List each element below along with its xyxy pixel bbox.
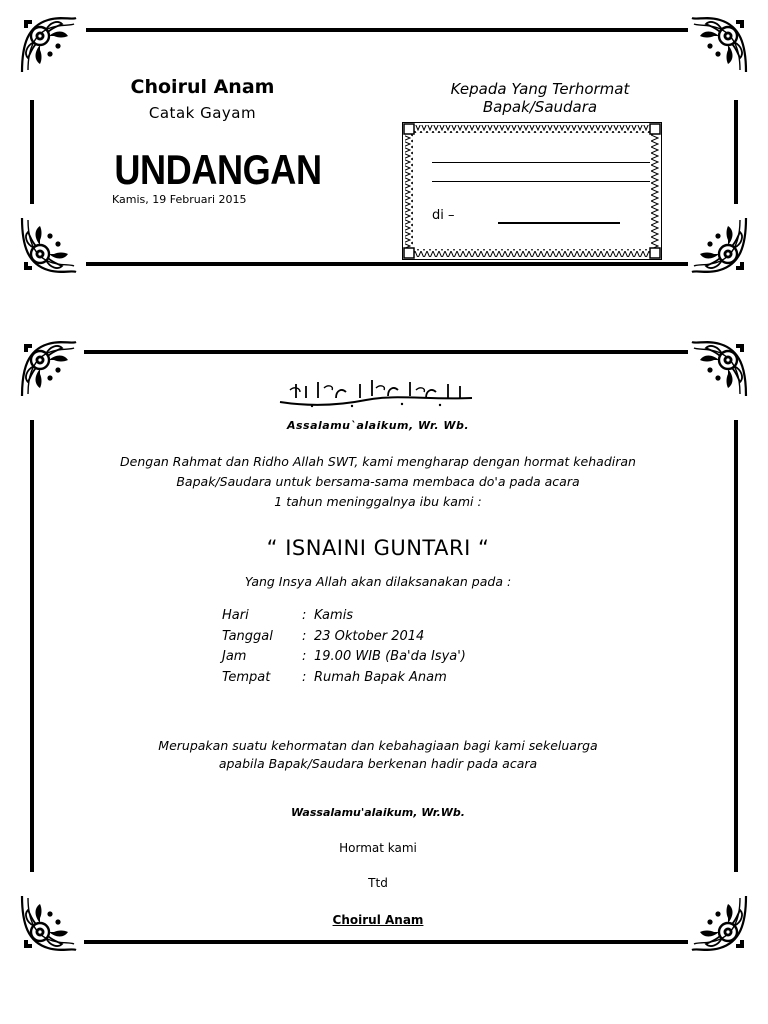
bismillah-calligraphy-icon	[276, 376, 480, 410]
schedule-row-day: Hari : Kamis	[222, 608, 354, 623]
ornament-corner-top-left-icon	[18, 338, 80, 400]
sender-name: Choirul Anam	[130, 76, 275, 98]
ornament-corner-top-right-icon	[688, 338, 750, 400]
letter-right-border	[734, 420, 738, 872]
salutation: Assalamu`alaikum, Wr. Wb.	[286, 419, 470, 432]
schedule-row-place: Tempat : Rumah Bapak Anam	[222, 669, 447, 685]
schedule-label: Tanggal	[222, 628, 273, 644]
signer-name: Choirul Anam	[332, 913, 424, 927]
farewell: Wassalamu'alaikum, Wr.Wb.	[291, 806, 465, 819]
recipient-heading: Kepada Yang Terhormat	[450, 80, 630, 98]
address-di-label: di –	[432, 208, 455, 223]
intro-line-2: Bapak/Saudara untuk bersama-sama membaca do'a pada acara	[176, 474, 580, 489]
envelope-bottom-border	[86, 262, 688, 266]
closing-line-1: Merupakan suatu kehormatan dan kebahagiaan bagi kami sekeluarga	[158, 738, 598, 753]
schedule-label: Tempat	[222, 669, 271, 685]
schedule-label: Jam	[222, 649, 247, 664]
envelope-left-border	[30, 100, 34, 204]
letter-bottom-border	[84, 940, 688, 944]
deceased-name: “ ISNAINI GUNTARI “	[266, 536, 490, 560]
regards: Hormat kami	[339, 841, 417, 855]
address-box	[402, 122, 662, 260]
address-box-border-pattern	[403, 123, 661, 259]
letter-left-border	[30, 420, 34, 872]
ornament-corner-bottom-left-icon	[18, 214, 80, 276]
closing-line-2: apabila Bapak/Saudara berkenan hadir pada acara	[218, 756, 538, 771]
invitation-date: Kamis, 19 Februari 2015	[112, 193, 247, 206]
schedule-value: 23 Oktober 2014	[314, 628, 425, 644]
schedule-value: 19.00 WIB (Ba'da Isya')	[314, 649, 466, 664]
ornament-corner-top-left-icon	[18, 14, 80, 76]
ornament-corner-bottom-left-icon	[18, 892, 80, 954]
schedule-value: Rumah Bapak Anam	[314, 669, 447, 685]
signature-ttd: Ttd	[368, 876, 388, 890]
address-line-1	[432, 162, 650, 163]
address-line-3	[498, 222, 620, 224]
envelope-top-border	[86, 28, 688, 32]
schedule-label: Hari	[222, 608, 249, 623]
held-on-text: Yang Insya Allah akan dilaksanakan pada :	[244, 574, 512, 589]
envelope-right-border	[734, 100, 738, 204]
ornament-corner-bottom-right-icon	[688, 892, 750, 954]
letter-top-border	[84, 350, 688, 354]
address-line-2	[432, 181, 650, 182]
schedule-value: Kamis	[314, 608, 354, 623]
sender-location: Catak Gayam	[148, 104, 257, 122]
intro-line-1: Dengan Rahmat dan Ridho Allah SWT, kami mengharap dengan hormat kehadiran	[120, 454, 636, 469]
ornament-corner-bottom-right-icon	[688, 214, 750, 276]
intro-line-3: 1 tahun meninggalnya ibu kami :	[274, 494, 482, 509]
ornament-corner-top-right-icon	[688, 14, 750, 76]
recipient-title: Bapak/Saudara	[482, 98, 598, 116]
event-schedule	[222, 608, 466, 690]
schedule-row-time: Jam : 19.00 WIB (Ba'da Isya')	[222, 649, 466, 664]
schedule-row-date: Tanggal : 23 Oktober 2014	[222, 628, 425, 644]
invitation-title: UNDANGAN	[114, 146, 322, 193]
